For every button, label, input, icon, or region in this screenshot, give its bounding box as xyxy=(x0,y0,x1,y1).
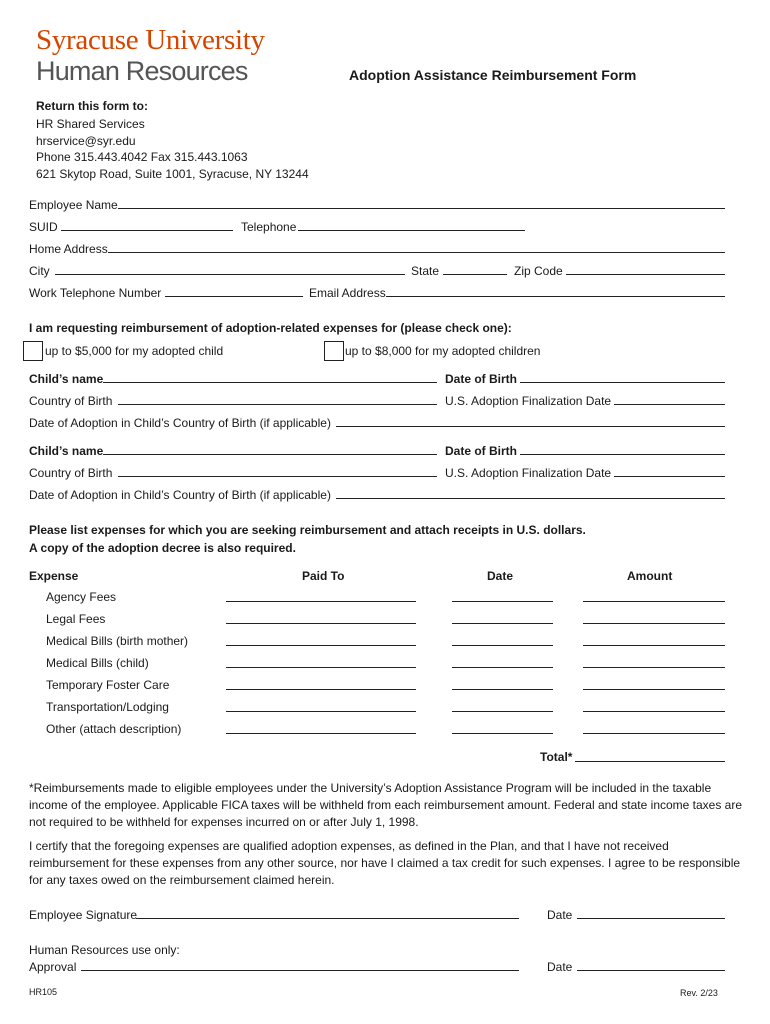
child2-finalization-field[interactable] xyxy=(614,476,725,477)
certification-line: for any taxes owed on the reimbursement claimed herein. xyxy=(29,873,335,887)
decree-instruction: A copy of the adoption decree is also required. xyxy=(29,541,296,555)
expense-paid-to-field[interactable] xyxy=(226,733,416,734)
expense-paid-to-field[interactable] xyxy=(226,711,416,712)
form-title: Adoption Assistance Reimbursement Form xyxy=(349,67,637,83)
expense-date-field[interactable] xyxy=(452,623,553,624)
expense-date-field[interactable] xyxy=(452,601,553,602)
telephone-field[interactable] xyxy=(298,230,525,231)
return-address: 621 Skytop Road, Suite 1001, Syracuse, NY 13244 xyxy=(36,167,309,181)
certification-line: reimbursement for these expenses from any other source, nor have I claimed a tax credit for such expenses. I agree to be responsible xyxy=(29,856,741,870)
expense-paid-to-field[interactable] xyxy=(226,689,416,690)
city-label: City xyxy=(29,264,50,278)
expense-row-label: Medical Bills (child) xyxy=(46,656,149,670)
child1-country-field[interactable] xyxy=(118,404,437,405)
logo-syracuse-university: Syracuse University xyxy=(36,24,265,56)
child2-country-field[interactable] xyxy=(118,476,437,477)
expense-amount-field[interactable] xyxy=(583,601,725,602)
expense-paid-to-field[interactable] xyxy=(226,623,416,624)
expense-paid-to-field[interactable] xyxy=(226,645,416,646)
expense-date-field[interactable] xyxy=(452,645,553,646)
state-field[interactable] xyxy=(443,274,507,275)
child2-name-label: Child’s name xyxy=(29,444,104,458)
child1-adoption-date-label: Date of Adoption in Child’s Country of Birth (if applicable) xyxy=(29,416,331,430)
option-5000-checkbox[interactable] xyxy=(23,341,43,361)
work-telephone-field[interactable] xyxy=(165,296,303,297)
expense-row-label: Medical Bills (birth mother) xyxy=(46,634,189,648)
employee-signature-label: Employee Signature xyxy=(29,908,138,922)
signature-date-field[interactable] xyxy=(577,918,725,919)
expense-amount-field[interactable] xyxy=(583,667,725,668)
email-address-label: Email Address xyxy=(309,286,386,300)
footnote-line: *Reimbursements made to eligible employees under the University’s Adoption Assistance Program will be included in the taxable xyxy=(29,781,712,795)
request-heading: I am requesting reimbursement of adoption-related expenses for (please check one): xyxy=(29,321,512,335)
return-phone: Phone 315.443.4042 Fax 315.443.1063 xyxy=(36,150,248,164)
child2-name-field[interactable] xyxy=(103,454,437,455)
expense-date-field[interactable] xyxy=(452,667,553,668)
home-address-field[interactable] xyxy=(108,252,725,253)
expense-paid-to-field[interactable] xyxy=(226,601,416,602)
state-label: State xyxy=(411,264,440,278)
option-8000-checkbox[interactable] xyxy=(324,341,344,361)
expense-amount-field[interactable] xyxy=(583,623,725,624)
expense-row-label: Transportation/Lodging xyxy=(46,700,169,714)
child1-dob-label: Date of Birth xyxy=(445,372,517,386)
logo-human-resources: Human Resources xyxy=(36,56,248,86)
expense-row-label: Other (attach description) xyxy=(46,722,182,736)
child2-country-label: Country of Birth xyxy=(29,466,113,480)
child1-finalization-label: U.S. Adoption Finalization Date xyxy=(445,394,612,408)
hr-use-label: Human Resources use only: xyxy=(29,943,180,957)
revision-date: Rev. 2/23 xyxy=(680,988,718,998)
approval-field[interactable] xyxy=(81,970,519,971)
child2-adoption-date-field[interactable] xyxy=(336,498,725,499)
approval-label: Approval xyxy=(29,960,77,974)
child1-name-label: Child’s name xyxy=(29,372,104,386)
expense-amount-field[interactable] xyxy=(583,645,725,646)
child1-adoption-date-field[interactable] xyxy=(336,426,725,427)
zip-code-label: Zip Code xyxy=(514,264,563,278)
signature-date-label: Date xyxy=(547,908,573,922)
return-email: hrservice@syr.edu xyxy=(36,134,136,148)
expense-date-field[interactable] xyxy=(452,689,553,690)
work-telephone-label: Work Telephone Number xyxy=(29,286,162,300)
home-address-label: Home Address xyxy=(29,242,108,256)
return-heading: Return this form to: xyxy=(36,99,148,113)
child1-name-field[interactable] xyxy=(103,382,437,383)
expense-date-field[interactable] xyxy=(452,711,553,712)
telephone-label: Telephone xyxy=(241,220,297,234)
child2-adoption-date-label: Date of Adoption in Child’s Country of Birth (if applicable) xyxy=(29,488,331,502)
certification-line: I certify that the foregoing expenses are qualified adoption expenses, as defined in the Plan, and that I have not received xyxy=(29,839,669,853)
expenses-instruction: Please list expenses for which you are seeking reimbursement and attach receipts in U.S. dollars. xyxy=(29,523,586,537)
expense-amount-field[interactable] xyxy=(583,711,725,712)
footnote-line: not required to be withheld for expenses incurred on or after July 1, 1998. xyxy=(29,815,419,829)
child2-finalization-label: U.S. Adoption Finalization Date xyxy=(445,466,612,480)
col-paid-to-header: Paid To xyxy=(302,569,345,583)
form-code: HR105 xyxy=(29,987,58,997)
expense-amount-field[interactable] xyxy=(583,733,725,734)
option-8000-label: up to $8,000 for my adopted children xyxy=(345,344,541,358)
approval-date-field[interactable] xyxy=(577,970,725,971)
total-label: Total* xyxy=(540,750,573,764)
expense-amount-field[interactable] xyxy=(583,689,725,690)
col-date-header: Date xyxy=(487,569,514,583)
col-expense-header: Expense xyxy=(29,569,79,583)
expense-row-label: Agency Fees xyxy=(46,590,117,604)
suid-field[interactable] xyxy=(61,230,233,231)
zip-code-field[interactable] xyxy=(566,274,725,275)
employee-name-field[interactable] xyxy=(118,208,725,209)
expense-paid-to-field[interactable] xyxy=(226,667,416,668)
employee-name-label: Employee Name xyxy=(29,198,118,212)
child1-dob-field[interactable] xyxy=(520,382,725,383)
approval-date-label: Date xyxy=(547,960,573,974)
expense-row-label: Temporary Foster Care xyxy=(46,678,170,692)
email-address-field[interactable] xyxy=(386,296,725,297)
child2-dob-field[interactable] xyxy=(520,454,725,455)
return-line: HR Shared Services xyxy=(36,117,145,131)
child2-dob-label: Date of Birth xyxy=(445,444,517,458)
city-field[interactable] xyxy=(55,274,405,275)
col-amount-header: Amount xyxy=(627,569,673,583)
expense-row-label: Legal Fees xyxy=(46,612,106,626)
suid-label: SUID xyxy=(29,220,58,234)
child1-finalization-field[interactable] xyxy=(614,404,725,405)
child1-country-label: Country of Birth xyxy=(29,394,113,408)
footnote-line: income of the employee. Applicable FICA taxes will be withheld from each reimbursement amount. Federal and state income taxes are xyxy=(29,798,743,812)
total-field[interactable] xyxy=(575,761,725,762)
employee-signature-field[interactable] xyxy=(136,918,519,919)
option-5000-label: up to $5,000 for my adopted child xyxy=(45,344,224,358)
expense-date-field[interactable] xyxy=(452,733,553,734)
